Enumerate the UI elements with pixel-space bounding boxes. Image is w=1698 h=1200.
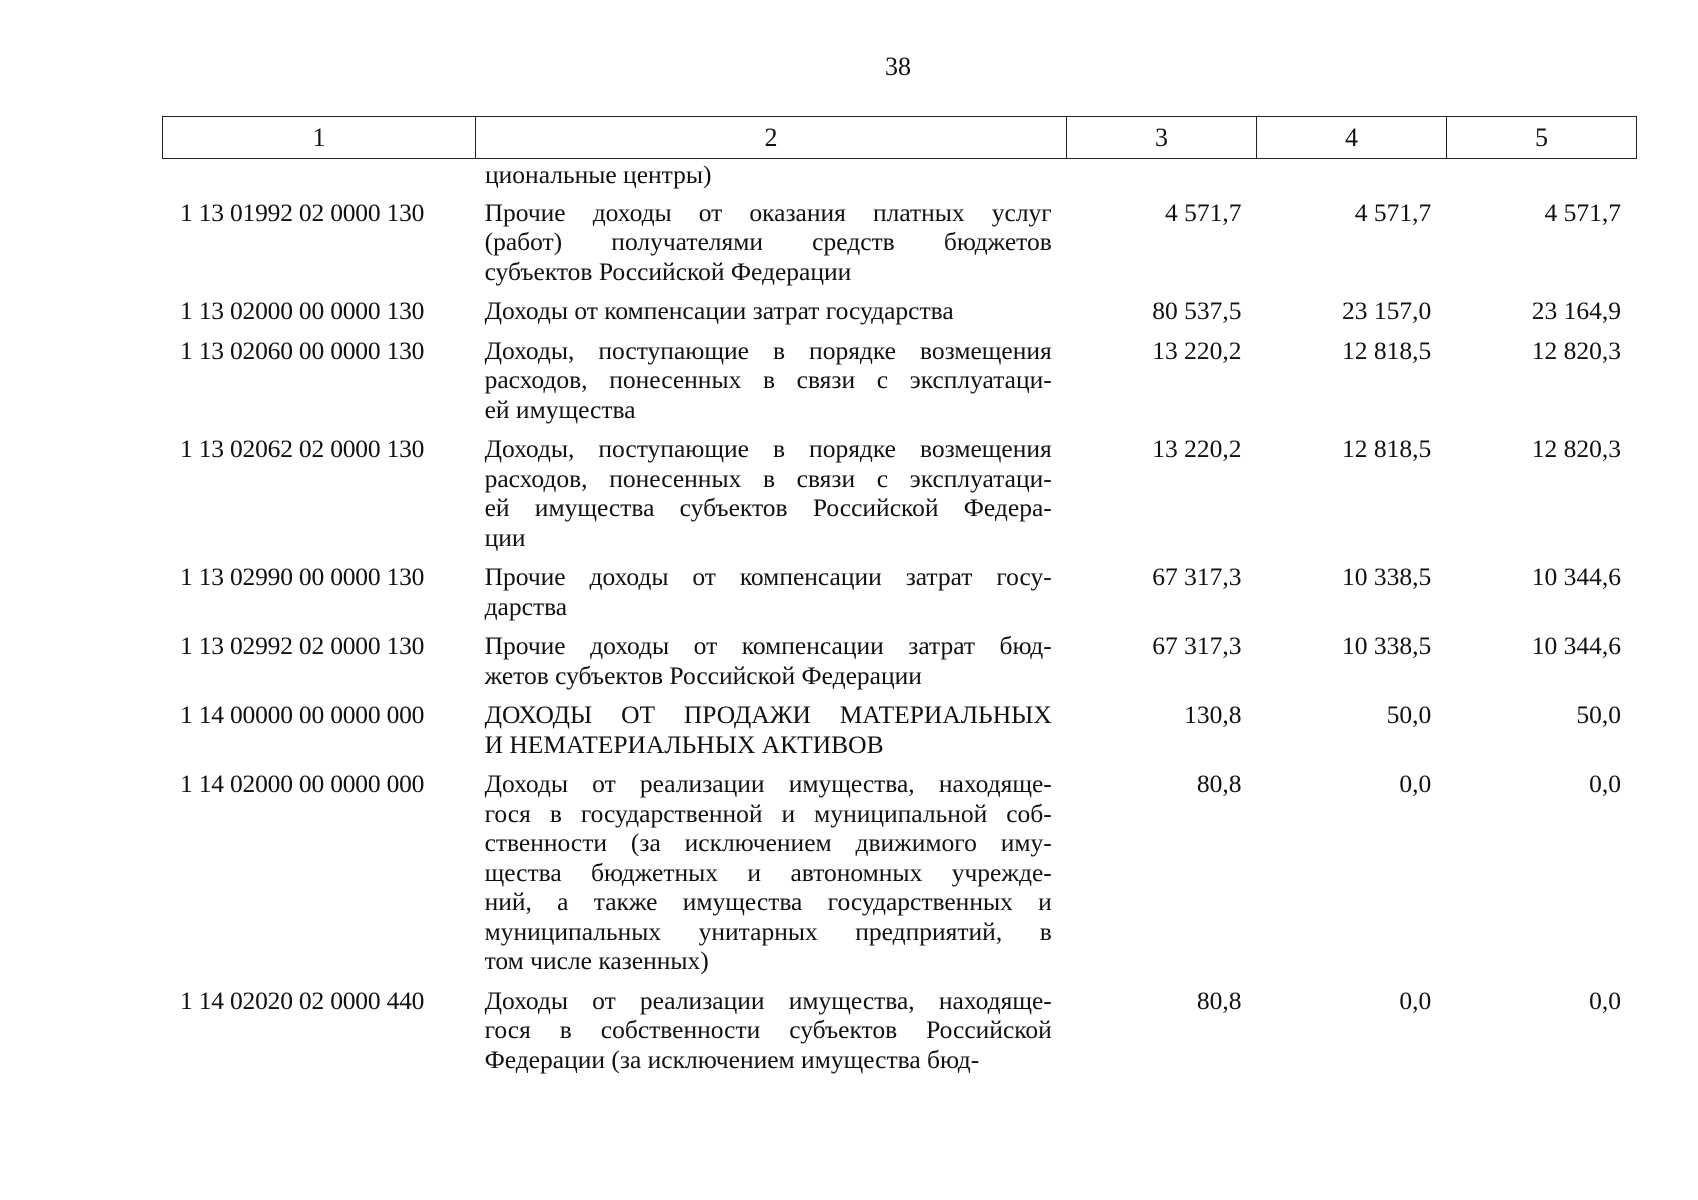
amount-col-3: 130,8 — [1184, 700, 1242, 729]
income-name-line: дарства — [484, 591, 568, 621]
income-name-line: Прочие доходы от компенсации затрат бюд- — [484, 631, 1052, 660]
budget-code: 1 14 02000 00 0000 000 — [180, 769, 425, 798]
budget-code: 1 14 00000 00 0000 000 — [180, 700, 425, 729]
budget-code: 1 13 02990 00 0000 130 — [180, 562, 425, 591]
amount-col-3: 80,8 — [1196, 769, 1242, 798]
amount-col-5: 0,0 — [1589, 769, 1622, 798]
budget-code: 1 13 02000 00 0000 130 — [180, 296, 425, 325]
budget-code: 1 14 02020 02 0000 440 — [180, 985, 425, 1015]
amount-col-5: 12 820,3 — [1531, 434, 1622, 463]
income-name-line: расходов, понесенных в связи с эксплуатаци- — [484, 365, 1052, 394]
income-name-line: И НЕМАТЕРИАЛЬНЫХ АКТИВОВ — [484, 729, 884, 759]
income-name — [474, 336, 1063, 425]
income-name — [474, 434, 1063, 552]
amount-col-4: 12 818,5 — [1342, 434, 1432, 463]
income-name-line: Доходы от реализации имущества, находяще- — [484, 985, 1052, 1015]
income-name — [474, 296, 1063, 326]
income-table-body — [162, 160, 1632, 1084]
income-name-line: ей имущества — [484, 394, 636, 424]
continuation-text: циональные центры) — [485, 160, 712, 189]
amount-col-5: 12 820,3 — [1531, 335, 1622, 365]
amount-col-3: 80,8 — [1196, 985, 1242, 1015]
table-row — [162, 562, 1632, 631]
amount-col-3: 67 317,3 — [1152, 631, 1242, 660]
income-name-line: жетов субъектов Российской Федерации — [484, 660, 922, 690]
budget-code: 1 13 02992 02 0000 130 — [180, 631, 425, 660]
income-name — [474, 986, 1063, 1075]
header-col-4: 4 — [1257, 117, 1447, 159]
income-name-line: Прочие доходы от оказания платных услуг — [484, 197, 1052, 227]
income-name-line: ственности (за исключением движимого иму- — [484, 828, 1052, 857]
continuation-row — [162, 160, 1632, 198]
amount-col-4: 10 338,5 — [1342, 562, 1432, 591]
header-col-2: 2 — [476, 117, 1067, 159]
page-number: 38 — [885, 52, 911, 81]
income-name-line: субъектов Российской Федерации — [484, 256, 852, 286]
amount-col-5: 50,0 — [1576, 700, 1622, 729]
amount-col-3: 4 571,7 — [1165, 197, 1242, 227]
table-row — [162, 986, 1632, 1085]
table-row — [162, 434, 1632, 562]
amount-col-4: 4 571,7 — [1354, 197, 1432, 227]
budget-code: 1 13 02060 00 0000 130 — [180, 335, 425, 365]
income-name-line: гося в государственной и муниципальной соб- — [484, 798, 1052, 828]
budget-code: 1 13 01992 02 0000 130 — [180, 197, 425, 227]
amount-col-5: 0,0 — [1589, 985, 1622, 1015]
amount-col-5: 23 164,9 — [1531, 296, 1622, 325]
income-name-line: гося в собственности субъектов Российской — [484, 1015, 1052, 1044]
income-name — [474, 700, 1063, 759]
amount-col-4: 50,0 — [1386, 700, 1432, 729]
amount-col-5: 10 344,6 — [1531, 562, 1622, 591]
income-name-line: Прочие доходы от компенсации затрат госу- — [484, 562, 1052, 591]
income-name — [474, 562, 1063, 621]
income-name-line: (работ) получателями средств бюджетов — [484, 227, 1052, 256]
amount-col-4: 12 818,5 — [1342, 335, 1432, 365]
income-name-line: Доходы, поступающие в порядке возмещения — [484, 434, 1052, 463]
table-row — [162, 700, 1632, 769]
header-col-5: 5 — [1447, 117, 1637, 159]
amount-col-3: 13 220,2 — [1152, 335, 1242, 365]
amount-col-4: 0,0 — [1399, 769, 1432, 798]
income-name-line: Доходы от компенсации затрат государства — [484, 296, 954, 325]
table-row — [162, 198, 1632, 297]
table-header — [162, 116, 1637, 159]
income-name-line: ей имущества субъектов Российской Федера- — [484, 493, 1052, 522]
table-row — [162, 631, 1632, 700]
income-name-line: щества бюджетных и автономных учрежде- — [484, 857, 1052, 887]
income-name-line: расходов, понесенных в связи с эксплуатаци- — [484, 463, 1052, 493]
income-name — [474, 198, 1063, 287]
amount-col-4: 23 157,0 — [1342, 296, 1432, 325]
header-col-1: 1 — [163, 117, 476, 159]
amount-col-3: 80 537,5 — [1152, 296, 1242, 325]
table-row — [162, 769, 1632, 986]
income-name-line: ции — [484, 522, 526, 552]
budget-code: 1 13 02062 02 0000 130 — [180, 434, 425, 463]
income-name — [474, 769, 1063, 976]
income-name-line: том числе казенных) — [484, 946, 709, 975]
amount-col-5: 10 344,6 — [1531, 631, 1622, 660]
amount-col-5: 4 571,7 — [1544, 197, 1622, 227]
table-row — [162, 336, 1632, 435]
income-name-line: ний, а также имущества государственных и — [484, 887, 1052, 916]
amount-col-3: 67 317,3 — [1152, 562, 1242, 591]
amount-col-4: 0,0 — [1399, 985, 1432, 1015]
income-name-line: Доходы, поступающие в порядке возмещения — [484, 335, 1052, 365]
amount-col-3: 13 220,2 — [1152, 434, 1242, 463]
header-col-3: 3 — [1067, 117, 1257, 159]
amount-col-4: 10 338,5 — [1342, 631, 1432, 660]
income-name-line: ДОХОДЫ ОТ ПРОДАЖИ МАТЕРИАЛЬНЫХ — [484, 700, 1052, 729]
income-name — [474, 631, 1063, 690]
table-row — [162, 296, 1632, 336]
income-name-line: Доходы от реализации имущества, находяще- — [484, 769, 1052, 798]
income-name-line: муниципальных унитарных предприятий, в — [484, 916, 1052, 946]
income-name-line: Федерации (за исключением имущества бюд- — [484, 1044, 980, 1074]
